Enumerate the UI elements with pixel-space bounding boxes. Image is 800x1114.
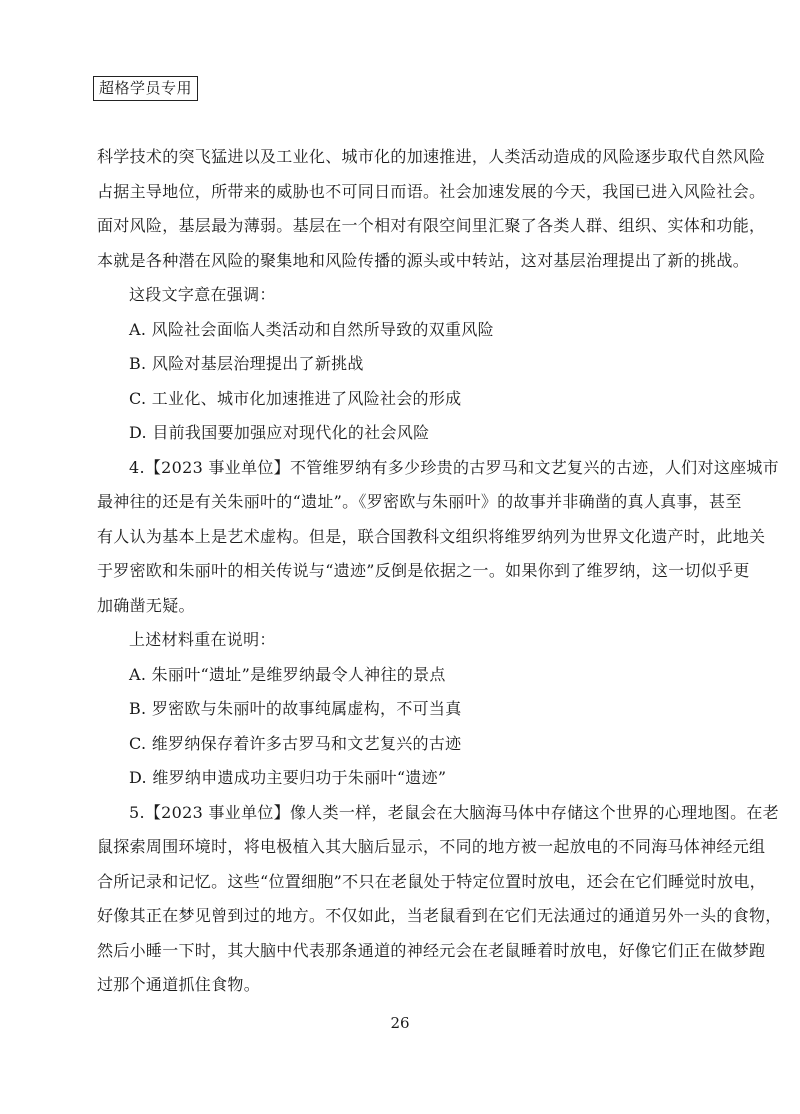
passage-line: 占据主导地位，所带来的威胁也不可同日而语。社会加速发展的今天，我国已进入风险社会。 [97, 181, 766, 201]
page-number: 26 [390, 1014, 410, 1032]
passage-line: 科学技术的突飞猛进以及工业化、城市化的加速推进，人类活动造成的风险逐步取代自然风险 [97, 147, 766, 166]
question-4-line: 有人认为基本上是艺术虚构。但是，联合国教科文组织将维罗纳列为世界文化遗产时，此地关 [97, 526, 766, 546]
option-b: B. 风险对基层治理提出了新挑战 [129, 354, 364, 373]
question-4-line: 加确凿无疑。 [97, 595, 195, 615]
option-d: D. 目前我国要加强应对现代化的社会风险 [129, 423, 430, 442]
question-4-line: 最神往的还是有关朱丽叶的“遗址”。《罗密欧与朱丽叶》的故事并非确凿的真人真事，甚至 [97, 492, 742, 511]
question-5-line: 好像其正在梦见曾到过的地方。不仅如此，当老鼠看到在它们无法通过的通道另外一头的食物， [97, 906, 782, 925]
option-c: C. 维罗纳保存着许多古罗马和文艺复兴的古迹 [129, 733, 462, 753]
question-4-line: 于罗密欧和朱丽叶的相关传说与“遗迹”反倒是依据之一。如果你到了维罗纳，这一切似乎更 [97, 561, 750, 580]
option-d: D. 维罗纳申遗成功主要归功于朱丽叶“遗迹” [129, 768, 447, 787]
question-5-line: 合所记录和记忆。这些“位置细胞”不只在老鼠处于特定位置时放电，还会在它们睡觉时放电， [97, 871, 766, 891]
student-only-tag: 超格学员专用 [93, 76, 198, 101]
question-5-line: 鼠探索周围环境时，将电极植入其大脑后显示，不同的地方被一起放电的不同海马体神经元组 [97, 837, 766, 856]
page-content [97, 140, 782, 1003]
option-a: A. 朱丽叶“遗址”是维罗纳最令人神往的景点 [129, 664, 446, 684]
question-prompt: 这段文字意在强调： [129, 285, 276, 304]
question-prompt: 上述材料重在说明： [129, 630, 276, 649]
question-5-line: 5.【2023 事业单位】像人类一样，老鼠会在大脑海马体中存储这个世界的心理地图。在老 [129, 802, 779, 822]
question-5-line: 然后小睡一下时，其大脑中代表那条通道的神经元会在老鼠睡着时放电，好像它们正在做梦跑 [97, 940, 766, 960]
passage-line: 本就是各种潜在风险的聚集地和风险传播的源头或中转站，这对基层治理提出了新的挑战。 [97, 250, 750, 270]
option-b: B. 罗密欧与朱丽叶的故事纯属虚构，不可当真 [129, 699, 462, 718]
question-4-line: 4.【2023 事业单位】不管维罗纳有多少珍贵的古罗马和文艺复兴的古迹，人们对这座城市 [129, 457, 779, 477]
question-5-line: 过那个通道抓住食物。 [97, 975, 261, 994]
option-a: A. 风险社会面临人类活动和自然所导致的双重风险 [129, 319, 494, 339]
option-c: C. 工业化、城市化加速推进了风险社会的形成 [129, 388, 462, 408]
passage-line: 面对风险，基层最为薄弱。基层在一个相对有限空间里汇聚了各类人群、组织、实体和功能， [97, 216, 766, 235]
